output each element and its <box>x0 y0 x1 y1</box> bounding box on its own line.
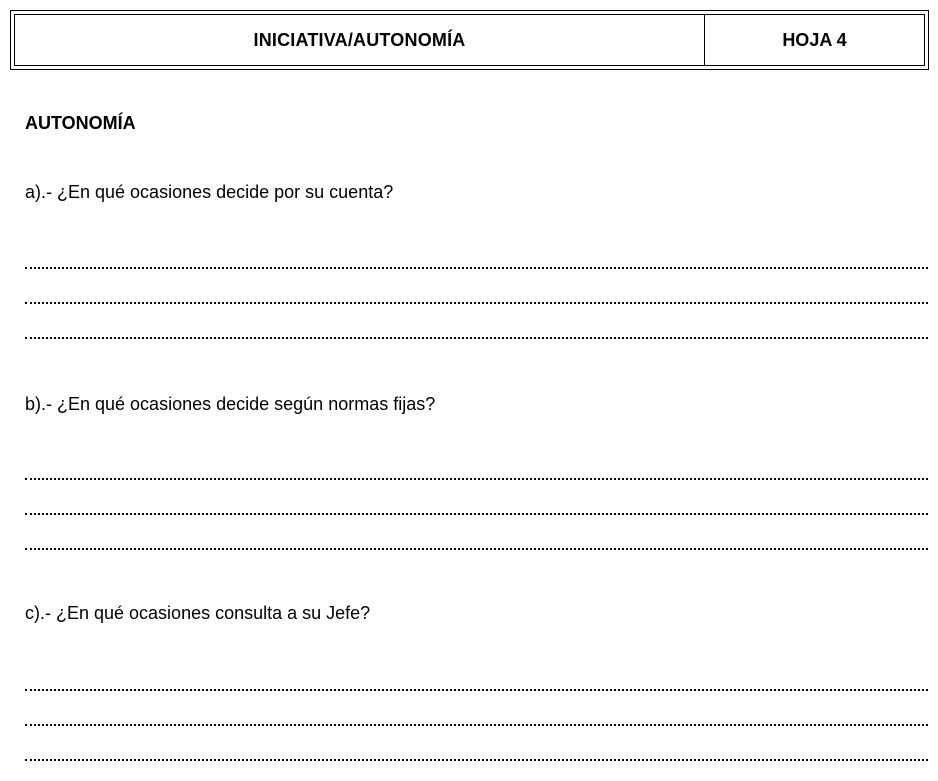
answer-line-c-2[interactable] <box>25 724 928 726</box>
answer-line-a-1[interactable] <box>25 267 928 269</box>
header-inner <box>14 14 925 66</box>
answer-line-c-1[interactable] <box>25 689 928 691</box>
section-title: AUTONOMÍA <box>25 113 136 133</box>
answer-line-b-3[interactable] <box>25 548 928 550</box>
header-box <box>10 10 929 70</box>
question-b: b).- ¿En qué ocasiones decide según normas fijas? <box>25 394 436 414</box>
form-title: INICIATIVA/AUTONOMÍA <box>15 15 705 65</box>
answer-line-c-3[interactable] <box>25 759 928 761</box>
answer-line-b-2[interactable] <box>25 513 928 515</box>
answer-line-a-2[interactable] <box>25 302 928 304</box>
question-c: c).- ¿En qué ocasiones consulta a su Jefe? <box>25 603 371 623</box>
question-a: a).- ¿En qué ocasiones decide por su cuenta? <box>25 182 394 202</box>
sheet-number: HOJA 4 <box>782 29 847 50</box>
answer-line-b-1[interactable] <box>25 478 928 480</box>
answer-line-a-3[interactable] <box>25 337 928 339</box>
